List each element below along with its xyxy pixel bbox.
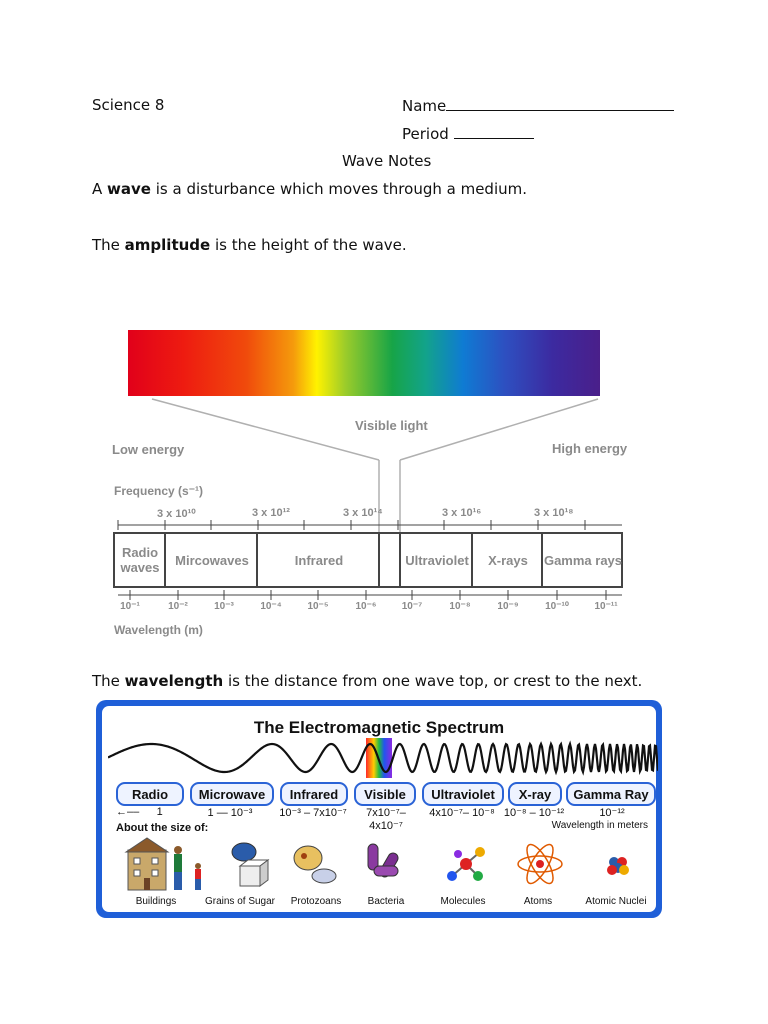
caption-bacteria: Bacteria xyxy=(367,896,405,907)
low-energy-label: Low energy xyxy=(112,442,185,457)
period-label: Period xyxy=(402,125,449,143)
region-gamma: Gamma rays xyxy=(541,533,623,587)
atom-icon xyxy=(514,838,568,892)
wavelength-pre: The xyxy=(92,672,125,690)
region-ultraviolet: Ultraviolet xyxy=(399,533,473,587)
wavelength-gamma: 10⁻¹² xyxy=(599,807,625,819)
em-card-title: The Electromagnetic Spectrum xyxy=(253,718,505,737)
wavelength-term: wavelength xyxy=(124,672,224,690)
visible-light-label: Visible light xyxy=(355,418,428,433)
protozoan-icon xyxy=(288,840,344,892)
wavelength-tick: 10⁻³ xyxy=(214,601,234,612)
amplitude-term: amplitude xyxy=(124,236,211,254)
wavelength-tick: 10⁻¹¹ xyxy=(594,601,618,612)
wavelength-tick: 10⁻¹ xyxy=(120,601,140,612)
em-spectrum-card xyxy=(96,700,662,918)
left-arrow-icon: ←–– xyxy=(116,806,140,818)
frequency-tick: 3 x 10¹² xyxy=(252,507,290,519)
band-xray: X-ray xyxy=(508,782,562,806)
bacteria-icon xyxy=(358,838,414,892)
wavelength-radio-value: 1 xyxy=(156,806,163,818)
caption-sugar: Grains of Sugar xyxy=(204,896,276,907)
caption-protozoans: Protozoans xyxy=(290,896,342,907)
region-infrared: Infrared xyxy=(256,533,380,587)
wave-pre: A xyxy=(92,180,108,198)
wavelength-ultraviolet: 4x10⁻⁷– 10⁻⁸ xyxy=(429,807,495,819)
band-infrared: Infrared xyxy=(280,782,348,806)
wavelength-tick: 10⁻⁷ xyxy=(401,601,423,612)
wavelength-definition xyxy=(92,672,642,690)
wavelength-tick: 10⁻⁴ xyxy=(260,601,282,612)
wavelength-post: is the distance from one wave top, or crest to the next. xyxy=(223,672,643,690)
caption-molecules: Molecules xyxy=(440,896,486,907)
wavelength-tick: 10⁻⁹ xyxy=(497,601,519,612)
wavelength-microwave: 1 — 10⁻³ xyxy=(207,807,253,819)
amplitude-pre: The xyxy=(92,236,125,254)
molecule-icon xyxy=(438,836,494,892)
nucleus-icon xyxy=(598,846,638,886)
wavelength-xray: 10⁻⁸ – 10⁻¹² xyxy=(503,807,565,819)
wavelength-tick: 10⁻⁵ xyxy=(307,601,329,612)
region-xrays: X-rays xyxy=(471,533,543,587)
course-label: Science 8 xyxy=(92,96,165,114)
wavelength-meters-label: Wavelength in meters xyxy=(551,820,648,831)
frequency-tick: 3 x 10¹⁶ xyxy=(442,507,482,519)
name-label: Name xyxy=(402,97,447,115)
band-gamma: Gamma Ray xyxy=(566,782,656,806)
wavelength-axis-label: Wavelength (m) xyxy=(114,623,203,637)
wave-post: is a disturbance which moves through a medium. xyxy=(150,180,527,198)
band-visible: Visible xyxy=(354,782,416,806)
frequency-tick: 3 x 10¹⁰ xyxy=(157,508,196,520)
region-microwaves: Mircowaves xyxy=(164,533,258,587)
frequency-tick: 3 x 10¹⁴ xyxy=(343,507,383,519)
region-radio: Radio waves xyxy=(120,545,160,575)
frequency-tick: 3 x 10¹⁸ xyxy=(534,507,574,519)
caption-atoms: Atoms xyxy=(523,896,553,907)
wavelength-tick: 10⁻⁸ xyxy=(449,601,471,612)
sugar-icon xyxy=(224,838,274,892)
wave-term: wave xyxy=(107,180,151,198)
band-radio: Radio xyxy=(116,782,184,806)
em-wave-graphic xyxy=(108,736,658,780)
wavelength-infrared: 10⁻³ – 7x10⁻⁷ xyxy=(279,807,347,819)
page-title: Wave Notes xyxy=(342,152,432,170)
band-microwave: Microwave xyxy=(190,782,274,806)
high-energy-label: High energy xyxy=(552,441,628,456)
band-ultraviolet: Ultraviolet xyxy=(422,782,504,806)
buildings-icon xyxy=(122,836,212,892)
em-card-inner xyxy=(102,706,656,912)
region-visible xyxy=(378,533,401,587)
wavelength-visible: 7x10⁻⁷– 4x10⁻⁷ xyxy=(366,807,406,832)
frequency-axis-label: Frequency (s⁻¹) xyxy=(114,484,204,498)
wavelength-tick: 10⁻² xyxy=(168,601,188,612)
wavelength-tick: 10⁻¹⁰ xyxy=(545,601,569,612)
wavelength-tick: 10⁻⁶ xyxy=(355,601,377,612)
caption-nuclei: Atomic Nuclei xyxy=(585,896,647,907)
amplitude-post: is the height of the wave. xyxy=(210,236,407,254)
about-size-label: About the size of: xyxy=(116,822,209,834)
caption-buildings: Buildings xyxy=(135,896,177,907)
wavelength-radio xyxy=(116,806,180,818)
